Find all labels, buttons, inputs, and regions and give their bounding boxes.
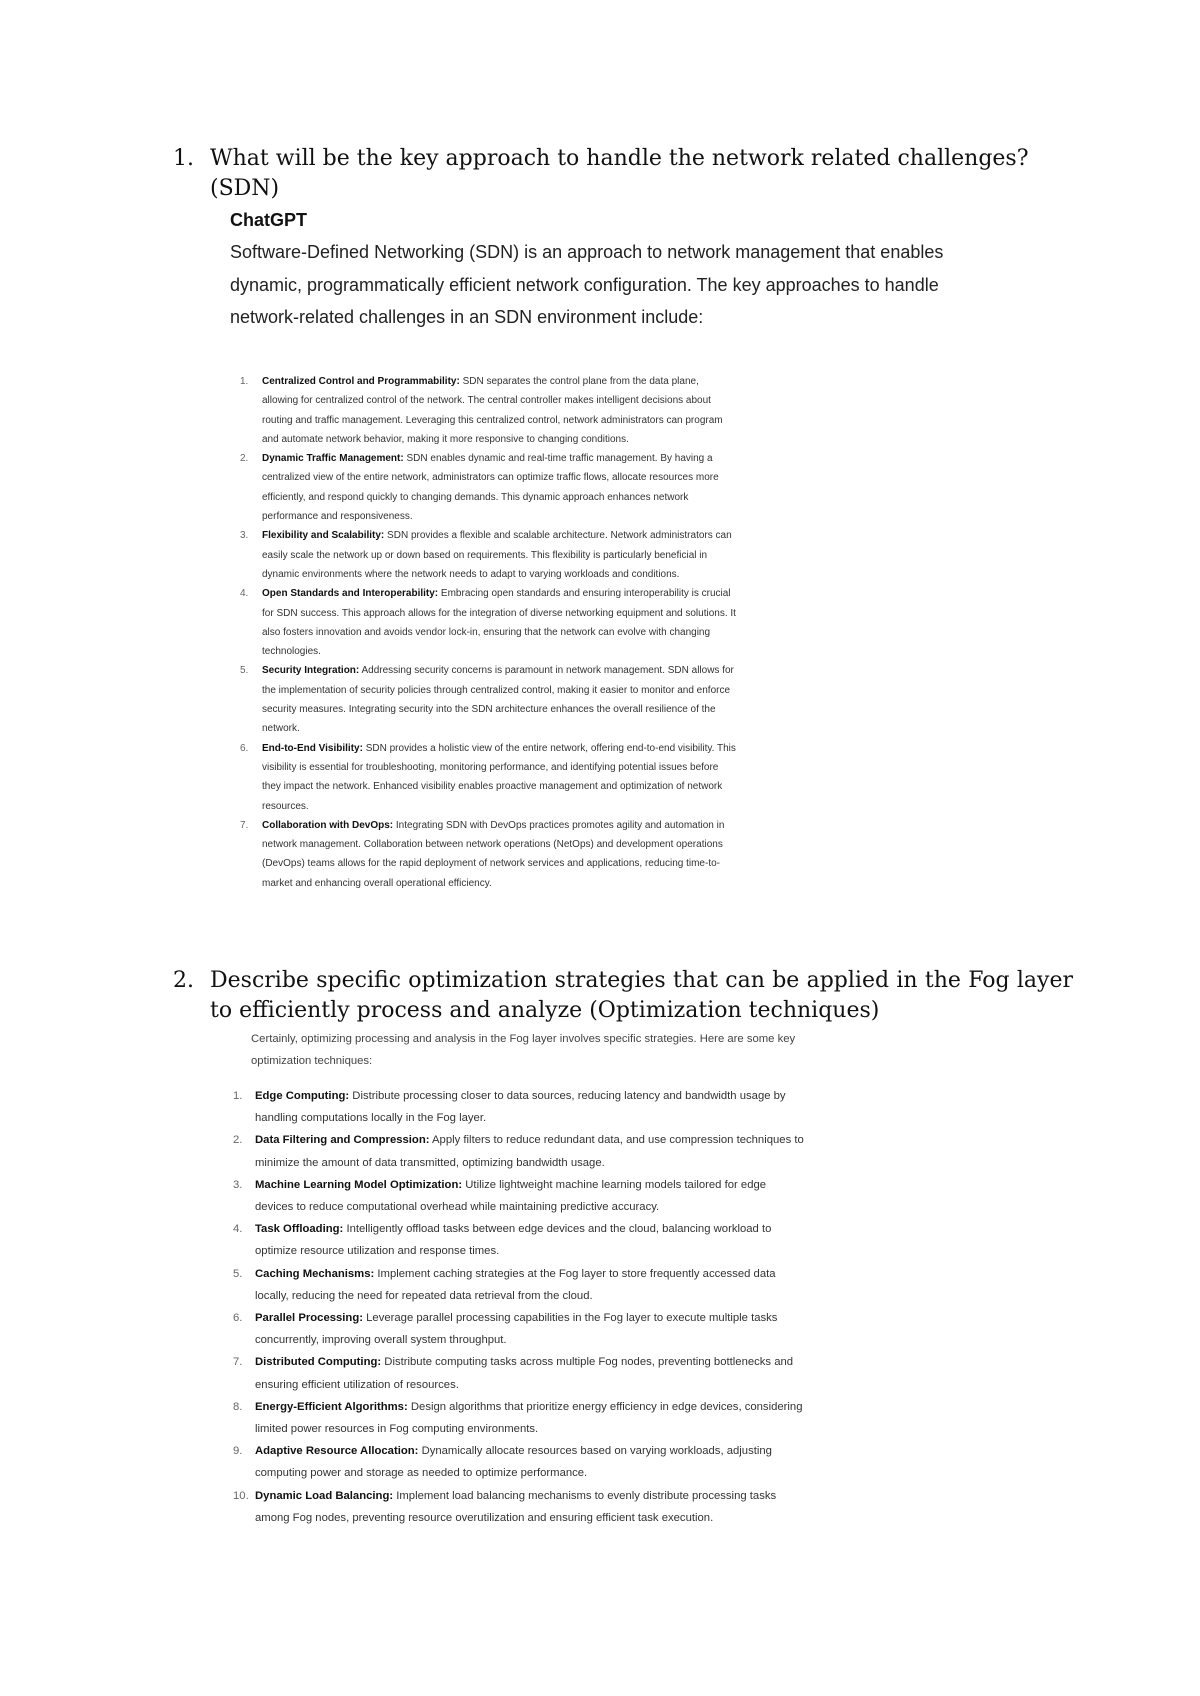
list-item-title: Parallel Processing: xyxy=(255,1312,363,1325)
list-item xyxy=(233,1218,805,1262)
list-item-number: 5. xyxy=(233,1267,243,1280)
list-item-number: 2. xyxy=(240,453,249,465)
question-1-heading xyxy=(173,144,1073,204)
list-item xyxy=(233,1440,805,1484)
question-text: Describe specific optimization strategies that can be applied in the Fog layer to efficiently process and analyze (Optimization techniques) xyxy=(210,968,1073,1023)
list-item-text: Dynamically allocate resources based on varying workloads, adjusting computing power and storage as needed to optimize performance. xyxy=(255,1445,772,1480)
list-item-text: SDN enables dynamic and real-time traffic management. By having a centralized view of the entire network, administrators can optimize traffic flows, allocate resources more efficiently, and respond quickly to changing demands. This dynamic approach enhances network performance and responsiveness. xyxy=(262,453,719,523)
list-item-number: 6. xyxy=(233,1312,243,1325)
list-item-title: Energy-Efficient Algorithms: xyxy=(255,1400,408,1413)
list-item-text: Implement load balancing mechanisms to evenly distribute processing tasks among Fog nodes, preventing resource overutilization and ensuring efficient task execution. xyxy=(255,1489,777,1524)
list-item-text: SDN separates the control plane from the data plane, allowing for centralized control of the network. The central controller makes intelligent decisions about routing and traffic management. Leveraging this centralized control, network administrators can program and automate network behavior, making it more responsive to changing conditions. xyxy=(262,376,723,445)
list-item-title: Open Standards and Interoperability: xyxy=(262,588,439,600)
list-item-number: 4. xyxy=(233,1223,243,1236)
list-item-text: SDN provides a flexible and scalable architecture. Network administrators can easily scale the network up or down based on requirements. This flexibility is particularly beneficial in dynamic environments where the network needs to adapt to varying workloads and conditions. xyxy=(262,530,732,580)
list-item-number: 4. xyxy=(240,588,249,600)
list-item-number: 1. xyxy=(240,376,249,387)
list-item-number: 10. xyxy=(233,1489,249,1502)
fog-optimization-list xyxy=(233,1085,805,1529)
list-item-title: Distributed Computing: xyxy=(255,1356,382,1369)
list-item xyxy=(240,739,736,816)
list-item-title: Caching Mechanisms: xyxy=(255,1267,375,1280)
list-item-number: 3. xyxy=(233,1178,243,1191)
list-item xyxy=(233,1351,805,1395)
list-item xyxy=(240,526,736,584)
list-item xyxy=(233,1129,805,1173)
question-text: What will be the key approach to handle the network related challenges?(SDN) xyxy=(210,146,1029,201)
list-item-text: Integrating SDN with DevOps practices promotes agility and automation in network management. Collaboration between network operations (NetOps) and development operations (DevOps) teams allows for the rapid deployment of network services and applications, reducing time-to-market and enhancing overall operational efficiency. xyxy=(262,819,725,889)
list-item-number: 7. xyxy=(240,819,249,831)
list-item-text: Embracing open standards and ensuring interoperability is crucial for SDN success. This approach allows for the integration of diverse networking equipment and solutions. It also fosters innovation and avoids vendor lock-in, ensuring that the network can evolve with changing technologies. xyxy=(262,588,736,658)
question-number: 2. xyxy=(173,968,194,993)
list-item-number: 6. xyxy=(240,742,249,754)
list-item-number: 1. xyxy=(233,1090,243,1102)
list-item xyxy=(240,449,736,526)
list-item-title: End-to-End Visibility: xyxy=(262,742,363,754)
list-item-text: Intelligently offload tasks between edge devices and the cloud, balancing workload to optimize resource utilization and response times. xyxy=(255,1223,772,1258)
list-item xyxy=(240,372,736,449)
list-item-title: Edge Computing: xyxy=(255,1090,350,1102)
list-item-text: Design algorithms that prioritize energy efficiency in edge devices, considering limited power resources in Fog computing environments. xyxy=(255,1400,803,1436)
fog-intro-paragraph: Certainly, optimizing processing and analysis in the Fog layer involves specific strategies. Here are some key optimization techniques: xyxy=(251,1033,796,1067)
list-item-number: 5. xyxy=(240,665,249,677)
list-item-title: Dynamic Traffic Management: xyxy=(262,453,404,465)
list-item xyxy=(233,1085,805,1129)
list-item-text: Addressing security concerns is paramount in network management. SDN allows for the implementation of security policies through centralized control, making it easier to monitor and enforce security measures. Integrating security into the SDN architecture enhances the overall resilience of the network. xyxy=(262,665,734,735)
list-item-title: Task Offloading: xyxy=(255,1223,344,1236)
list-item-title: Security Integration: xyxy=(262,665,360,677)
question-2-heading xyxy=(173,966,1073,1026)
list-item xyxy=(240,584,736,661)
list-item-text: Implement caching strategies at the Fog layer to store frequently accessed data locally, reducing the need for repeated data retrieval from the cloud. xyxy=(255,1267,776,1302)
list-item-number: 3. xyxy=(240,530,249,542)
list-item-text: Apply filters to reduce redundant data, and use compression techniques to minimize the amount of data transmitted, optimizing bandwidth usage. xyxy=(255,1134,804,1169)
list-item-title: Dynamic Load Balancing: xyxy=(255,1489,394,1502)
list-item-text: Leverage parallel processing capabilities in the Fog layer to execute multiple tasks concurrently, improving overall system throughput. xyxy=(255,1312,778,1347)
list-item-title: Collaboration with DevOps: xyxy=(262,819,394,831)
list-item xyxy=(233,1174,805,1218)
list-item xyxy=(233,1307,805,1351)
list-item-number: 9. xyxy=(233,1445,243,1458)
list-item-title: Centralized Control and Programmability: xyxy=(262,376,460,387)
list-item xyxy=(240,816,736,893)
list-item-number: 8. xyxy=(233,1400,243,1413)
list-item-number: 7. xyxy=(233,1356,243,1369)
sdn-intro-paragraph: Software-Defined Networking (SDN) is an approach to network management that enables dynamic, programmatically efficient network configuration. The key approaches to handle network-related challenges in an SDN environment include: xyxy=(230,242,944,327)
chatgpt-label: ChatGPT xyxy=(230,210,308,230)
question-number: 1. xyxy=(173,146,194,171)
list-item-title: Machine Learning Model Optimization: xyxy=(255,1178,463,1191)
list-item-text: Distribute processing closer to data sources, reducing latency and bandwidth usage by handling computations locally in the Fog layer. xyxy=(255,1090,786,1125)
list-item-text: Utilize lightweight machine learning models tailored for edge devices to reduce computational overhead while maintaining predictive accuracy. xyxy=(255,1178,767,1214)
list-item-title: Flexibility and Scalability: xyxy=(262,530,385,542)
list-item xyxy=(233,1485,805,1529)
sdn-approaches-list xyxy=(240,372,736,893)
list-item xyxy=(233,1263,805,1307)
list-item-text: Distribute computing tasks across multiple Fog nodes, preventing bottlenecks and ensuring efficient utilization of resources. xyxy=(255,1356,794,1391)
list-item-title: Adaptive Resource Allocation: xyxy=(255,1445,419,1458)
list-item xyxy=(240,661,736,738)
list-item-title: Data Filtering and Compression: xyxy=(255,1134,430,1147)
list-item-text: SDN provides a holistic view of the entire network, offering end-to-end visibility. This visibility is essential for troubleshooting, monitoring performance, and identifying potential issues before they impact the network. Enhanced visibility enables proactive management and optimization of network resources. xyxy=(262,742,736,812)
list-item xyxy=(233,1396,805,1440)
list-item-number: 2. xyxy=(233,1134,243,1147)
